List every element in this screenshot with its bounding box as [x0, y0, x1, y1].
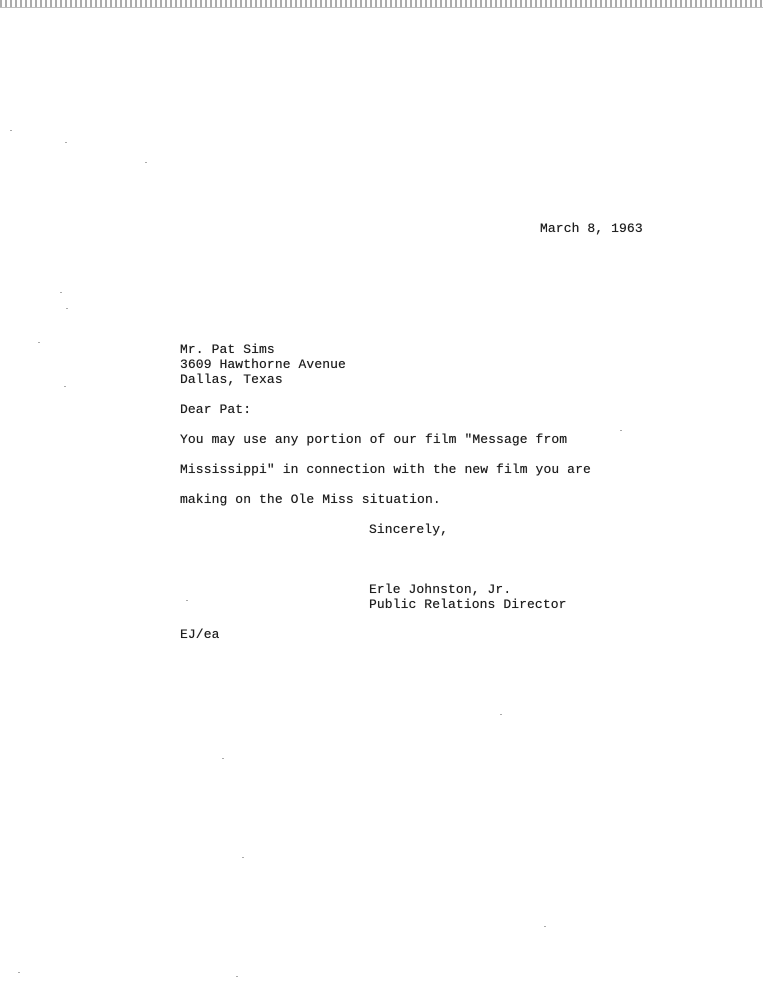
salutation: Dear Pat: [180, 402, 252, 417]
recipient-city: Dallas, Texas [180, 372, 283, 387]
body-line: Mississippi" in connection with the new film you are [180, 462, 591, 477]
letter-date: March 8, 1963 [540, 221, 643, 236]
recipient-street: 3609 Hawthorne Avenue [180, 357, 346, 372]
scan-speck [66, 308, 68, 309]
recipient-address [180, 342, 346, 387]
scan-speck [500, 714, 502, 715]
signer-name: Erle Johnston, Jr. [369, 582, 512, 597]
recipient-name: Mr. Pat Sims [180, 342, 275, 357]
torn-top-edge [0, 0, 763, 8]
scan-speck [242, 857, 244, 858]
signature-block [369, 582, 567, 612]
scan-speck [60, 292, 62, 293]
scan-speck [544, 926, 546, 927]
scan-speck [620, 430, 622, 431]
signer-title: Public Relations Director [369, 597, 567, 612]
body-line: making on the Ole Miss situation. [180, 492, 441, 507]
scan-speck [10, 130, 12, 131]
scan-speck [64, 386, 66, 387]
scan-speck [38, 342, 40, 343]
scan-speck [65, 142, 67, 143]
complimentary-closing: Sincerely, [369, 522, 449, 537]
body-line: You may use any portion of our film "Message from [180, 432, 568, 447]
scan-speck [18, 972, 20, 973]
scan-speck [145, 162, 147, 163]
scan-speck [186, 600, 188, 601]
scan-speck [222, 758, 224, 759]
reference-initials: EJ/ea [180, 627, 220, 642]
scan-speck [236, 976, 238, 977]
